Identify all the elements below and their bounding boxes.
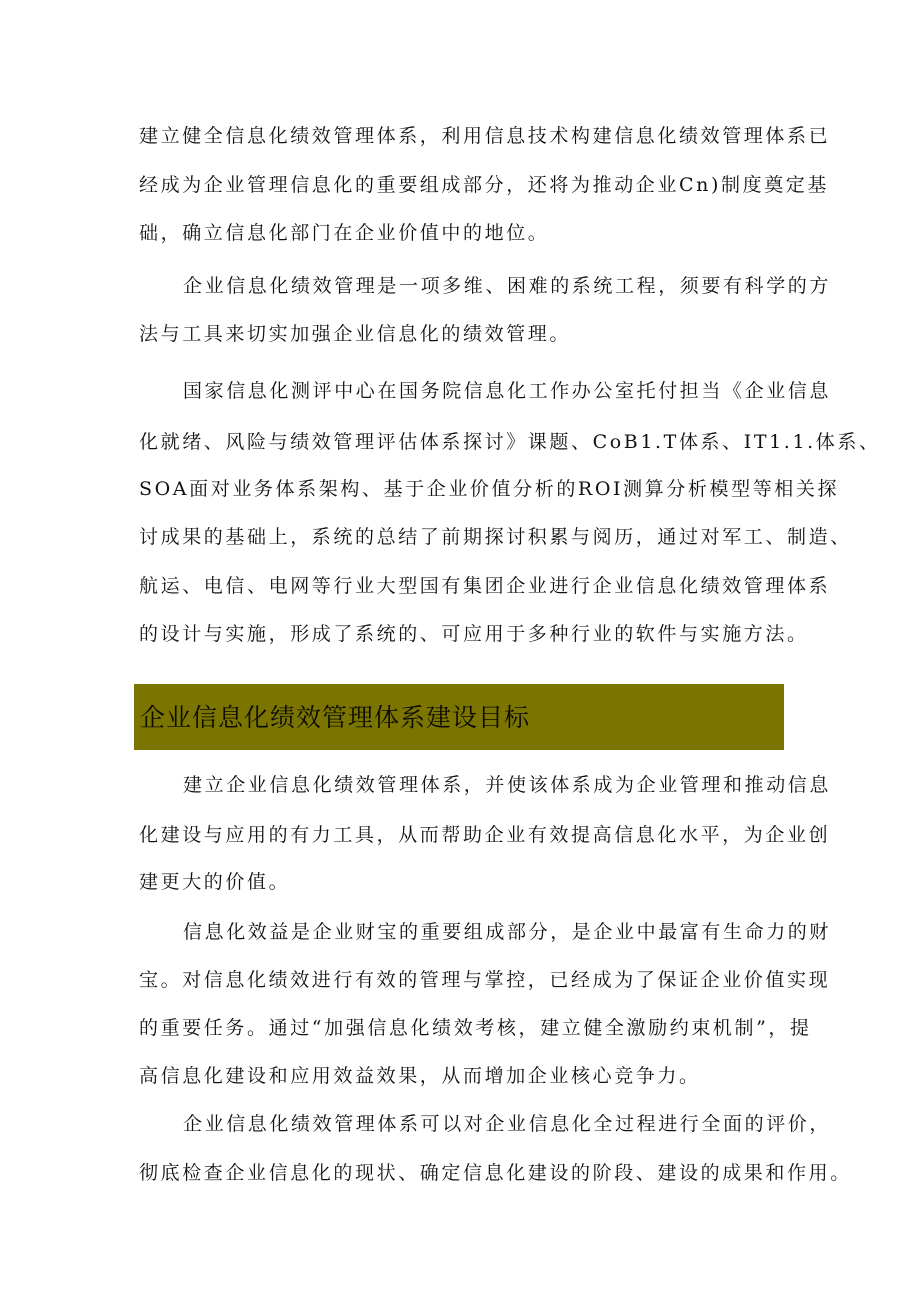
paragraph-3-line-4: 讨成果的基础上，系统的总结了前期探讨积累与阅历，通过对军工、制造、 (139, 526, 852, 548)
paragraph-2-line-2: 法与工具来切实加强企业信息化的绩效管理。 (139, 323, 572, 345)
section-paragraph-2-line-2: 宝。对信息化绩效进行有效的管理与掌控，已经成为了保证企业价值实现 (139, 969, 831, 991)
paragraph-1-line-3: 础，确立信息化部门在企业价值中的地位。 (139, 222, 550, 244)
section-paragraph-2-line-1: 信息化效益是企业财宝的重要组成部分，是企业中最富有生命力的财 (183, 921, 832, 943)
section-paragraph-1-line-3: 建更大的价值。 (139, 871, 291, 893)
section-paragraph-1-line-2: 化建设与应用的有力工具，从而帮助企业有效提高信息化水平，为企业创 (139, 824, 831, 846)
paragraph-3-line-5: 航运、电信、电网等行业大型国有集团企业进行企业信息化绩效管理体系 (139, 575, 831, 597)
section-paragraph-1-line-1: 建立企业信息化绩效管理体系，并使该体系成为企业管理和推动信息 (183, 774, 832, 796)
section-heading-bar (134, 684, 784, 750)
section-paragraph-3-line-1: 企业信息化绩效管理体系可以对企业信息化全过程进行全面的评价， (183, 1113, 832, 1135)
section-paragraph-2-line-4: 高信息化建设和应用效益效果，从而增加企业核心竞争力。 (139, 1065, 701, 1087)
paragraph-3-line-6: 的设计与实施，形成了系统的、可应用于多种行业的软件与实施方法。 (139, 623, 809, 645)
paragraph-2-line-1: 企业信息化绩效管理是一项多维、困难的系统工程，须要有科学的方 (183, 275, 832, 297)
paragraph-3-line-3: SOA面对业务体系架构、基于企业价值分析的ROI测算分析模型等相关探 (139, 478, 840, 500)
paragraph-3-line-2: 化就绪、风险与绩效管理评估体系探讨》课题、CoB1.T体系、IT1.1.体系、 (139, 431, 881, 453)
paragraph-1-line-1: 建立健全信息化绩效管理体系，利用信息技术构建信息化绩效管理体系已 (139, 125, 831, 147)
section-paragraph-3-line-2: 彻底检查企业信息化的现状、确定信息化建设的阶段、建设的成果和作用。 (139, 1162, 852, 1184)
paragraph-1-line-2: 经成为企业管理信息化的重要组成部分，还将为推动企业Cn)制度奠定基 (139, 174, 829, 196)
paragraph-3-line-1: 国家信息化测评中心在国务院信息化工作办公室托付担当《企业信息 (183, 380, 832, 402)
section-paragraph-2-line-3: 的重要任务。通过“加强信息化绩效考核，建立健全激励约束机制”，提 (139, 1017, 812, 1039)
section-heading: 企业信息化绩效管理体系建设目标 (140, 703, 531, 732)
